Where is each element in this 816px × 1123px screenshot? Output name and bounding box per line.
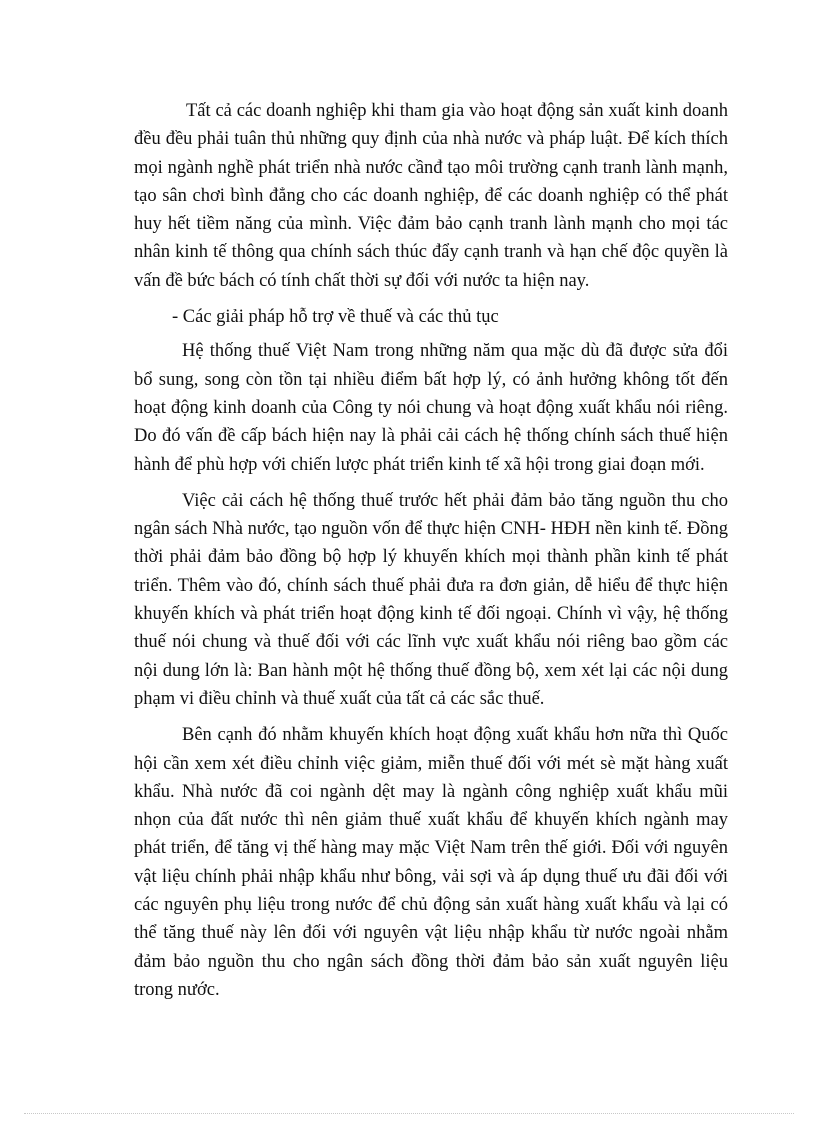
paragraph-competition: Tất cả các doanh nghiệp khi tham gia vào hoạt động sản xuất kinh doanh đều đều phải tuân thủ những quy định của nhà nước và pháp luật. Để kích thích mọi ngành nghề phát triển nhà nước cầnđ tạo môi trường cạnh tranh lành mạnh, tạo sân chơi bình đẳng cho các doanh nghiệp, để các doanh nghiệp có thể phát huy hết tiềm năng của mình. Việc đảm bảo cạnh tranh lành mạnh cho mọi tác nhân kinh tế thông qua chính sách thúc đẩy cạnh tranh và hạn chế độc quyền là vấn đề bức bách có tính chất thời sự đối với nước ta hiện nay. (134, 101, 728, 291)
page-bottom-edge (24, 1113, 794, 1114)
paragraph-tax-system: Hệ thống thuế Việt Nam trong những năm qua mặc dù đã được sửa đổi bổ sung, song còn tồn tại nhiều điểm bất hợp lý, có ảnh hưởng không tốt đến hoạt động kinh doanh của Công ty nói chung và hoạt động xuất khẩu nói riêng. Do đó vấn đề cấp bách hiện nay là phải cải cách hệ thống chính sách thuế hiện hành để phù hợp với chiến lược phát triển kinh tế xã hội trong giai đoạn mới. (134, 341, 728, 475)
document-body (134, 97, 728, 1012)
section-heading-tax-solutions: - Các giải pháp hỗ trợ về thuế và các thủ tục (172, 307, 499, 328)
paragraph-export-incentives: Bên cạnh đó nhằm khuyến khích hoạt động xuất khẩu hơn nữa thì Quốc hội cần xem xét điều chỉnh việc giảm, miễn thuế đối với mét sè mặt hàng xuất khẩu. Nhà nước đã coi ngành dệt may là ngành công nghiệp xuất khẩu mũi nhọn của đất nước thì nên giảm thuế xuất khẩu để khuyến khích ngành may phát triển, để tăng vị thế hàng may mặc Việt Nam trên thế giới. Đối với nguyên vật liệu chính phải nhập khẩu như bông, vải sợi và áp dụng thuế ưu đãi đối với các nguyên phụ liệu trong nước để chủ động sản xuất hàng xuất khẩu và lại có thể tăng thuế này lên đối với nguyên vật liệu nhập khẩu từ nước ngoài nhằm đảm bảo nguồn thu cho ngân sách đồng thời đảm bảo sản xuất nguyên liệu trong nước. (134, 725, 728, 1000)
paragraph-tax-reform: Việc cải cách hệ thống thuế trước hết phải đảm bảo tăng nguồn thu cho ngân sách Nhà nước, tạo nguồn vốn để thực hiện CNH- HĐH nền kinh tế. Đồng thời phải đảm bảo đồng bộ hợp lý khuyến khích mọi thành phần kinh tế phát triển. Thêm vào đó, chính sách thuế phải đưa ra đơn giản, dễ hiểu để thực hiện khuyến khích và phát triển hoạt động kinh tế đối ngoại. Chính vì vậy, hệ thống thuế nói chung và thuế đối với các lĩnh vực xuất khẩu nói riêng bao gồm các nội dung lớn là: Ban hành một hệ thống thuế đồng bộ, xem xét lại các nội dung phạm vi điều chỉnh và thuế xuất của tất cả các sắc thuế. (134, 490, 728, 709)
